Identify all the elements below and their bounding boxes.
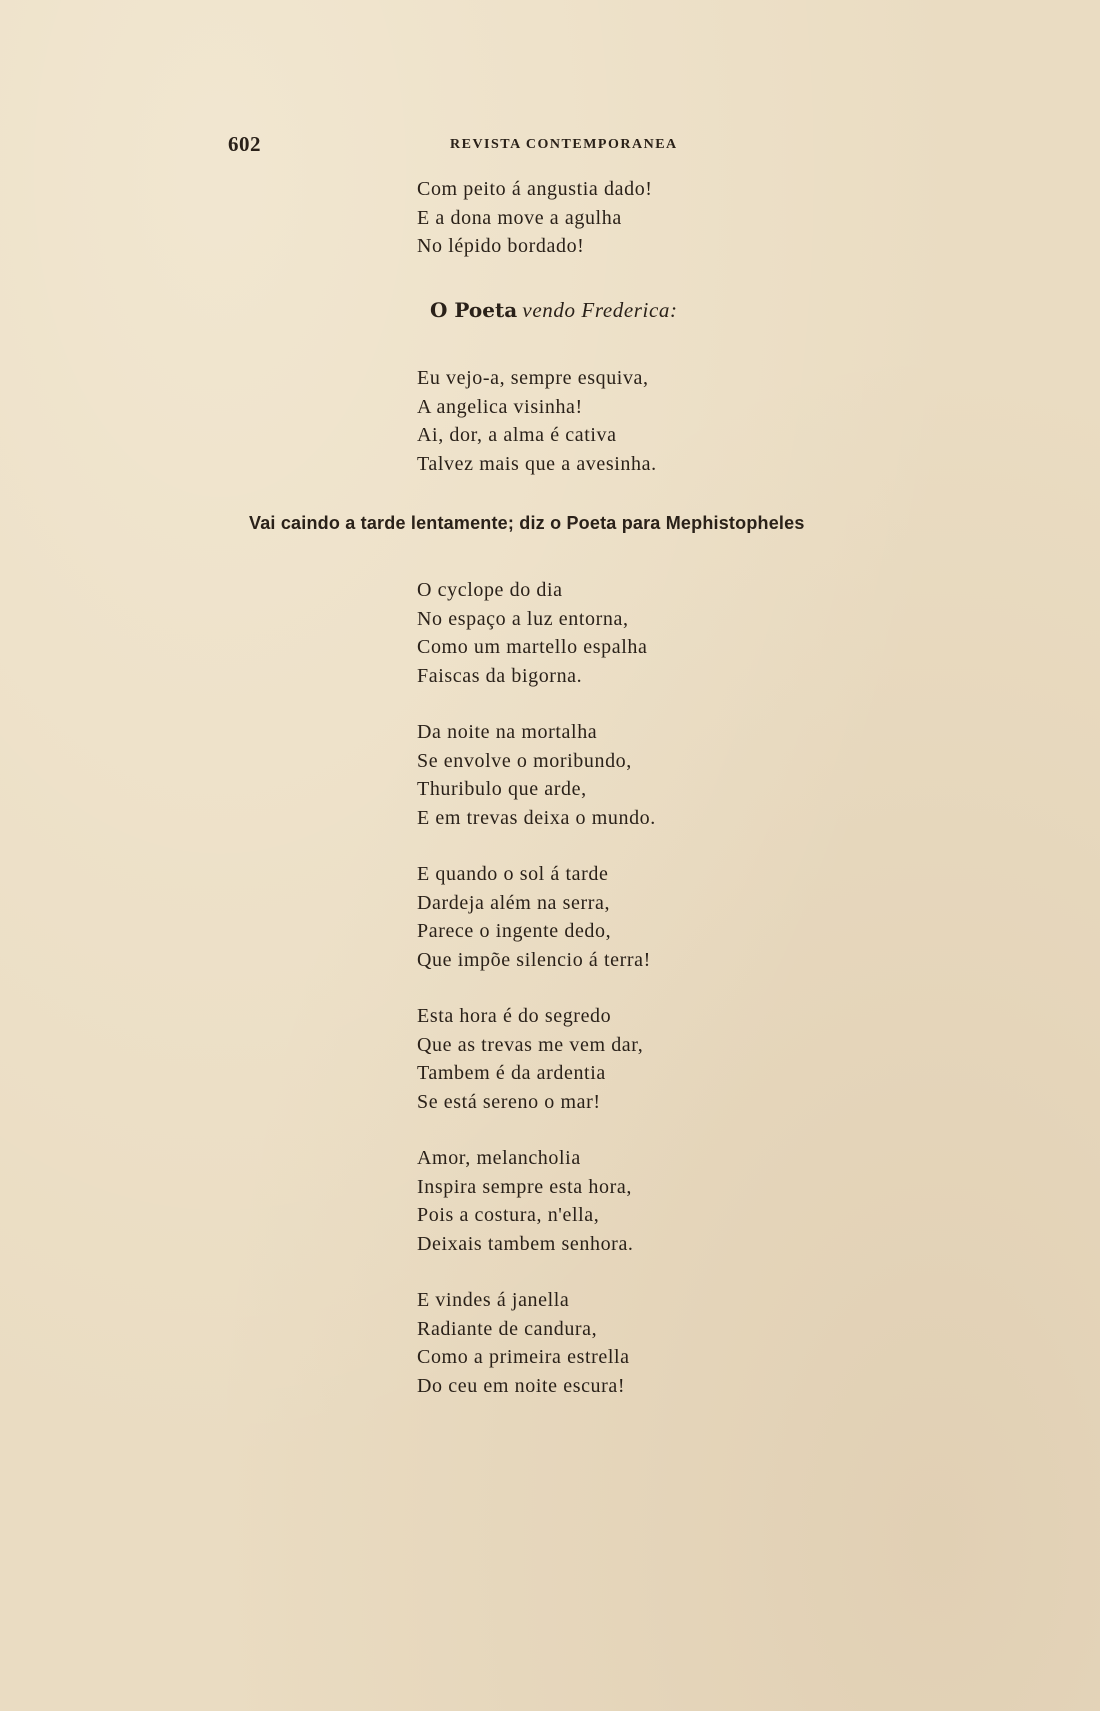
page-header — [228, 132, 688, 162]
stanza — [417, 1144, 656, 1258]
verse-line: Tambem é da ardentia — [417, 1062, 606, 1084]
verse-line: Ai, dor, a alma é cativa — [417, 424, 617, 446]
verse-line: Esta hora é do segredo — [417, 1005, 612, 1027]
poem-body — [417, 576, 656, 1428]
verse-line: Parece o ingente dedo, — [417, 920, 612, 942]
speaker-direction: vendo Frederica: — [522, 298, 678, 322]
speaker-name: O Poeta — [430, 298, 518, 322]
verse-line: Eu vejo-a, sempre esquiva, — [417, 367, 649, 389]
verse-line: E quando o sol á tarde — [417, 863, 609, 885]
verse-line: E vindes á janella — [417, 1289, 570, 1311]
verse-line: Que impõe silencio á terra! — [417, 948, 651, 971]
verse-line: Inspira sempre esta hora, — [417, 1175, 632, 1198]
stanza-continued — [417, 175, 653, 261]
stage-direction: Vai caindo a tarde lentamente; diz o Poeta para Mephistopheles — [249, 513, 805, 533]
verse-line: Com peito á angustia dado! — [417, 178, 653, 200]
verse-line: Amor, melancholia — [417, 1147, 581, 1169]
speaker-heading — [430, 298, 678, 323]
verse-line: No lépido bordado! — [417, 235, 585, 257]
page-number: 602 — [228, 132, 261, 156]
stanza-poet — [417, 364, 657, 478]
verse-line: Como um martello espalha — [417, 636, 648, 658]
verse-line: Deixais tambem senhora. — [417, 1232, 634, 1255]
verse-line: Que as trevas me vem dar, — [417, 1033, 644, 1056]
verse-line: No espaço a luz entorna, — [417, 607, 629, 630]
stanza — [417, 1286, 656, 1400]
running-head: REVISTA CONTEMPORANEA — [450, 137, 678, 152]
verse-line: Dardeja além na serra, — [417, 891, 611, 914]
verse-line: Da noite na mortalha — [417, 721, 598, 743]
verse-line: Se está sereno o mar! — [417, 1090, 601, 1113]
verse-line: Como a primeira estrella — [417, 1346, 630, 1368]
verse-line: Pois a costura, n'ella, — [417, 1204, 600, 1226]
stanza — [417, 576, 656, 690]
verse-line: E em trevas deixa o mundo. — [417, 806, 656, 829]
verse-line: Talvez mais que a avesinha. — [417, 452, 657, 475]
stanza — [417, 1002, 656, 1116]
stanza — [417, 860, 656, 974]
verse-line: A angelica visinha! — [417, 395, 583, 418]
verse-line: E a dona move a agulha — [417, 206, 622, 229]
verse-line: Thuribulo que arde, — [417, 778, 587, 800]
stanza — [417, 718, 656, 832]
verse-line: Do ceu em noite escura! — [417, 1374, 626, 1397]
verse-line: Radiante de candura, — [417, 1317, 598, 1340]
verse-line: Se envolve o moribundo, — [417, 749, 632, 772]
verse-line: O cyclope do dia — [417, 579, 563, 601]
verse-line: Faiscas da bigorna. — [417, 664, 583, 687]
